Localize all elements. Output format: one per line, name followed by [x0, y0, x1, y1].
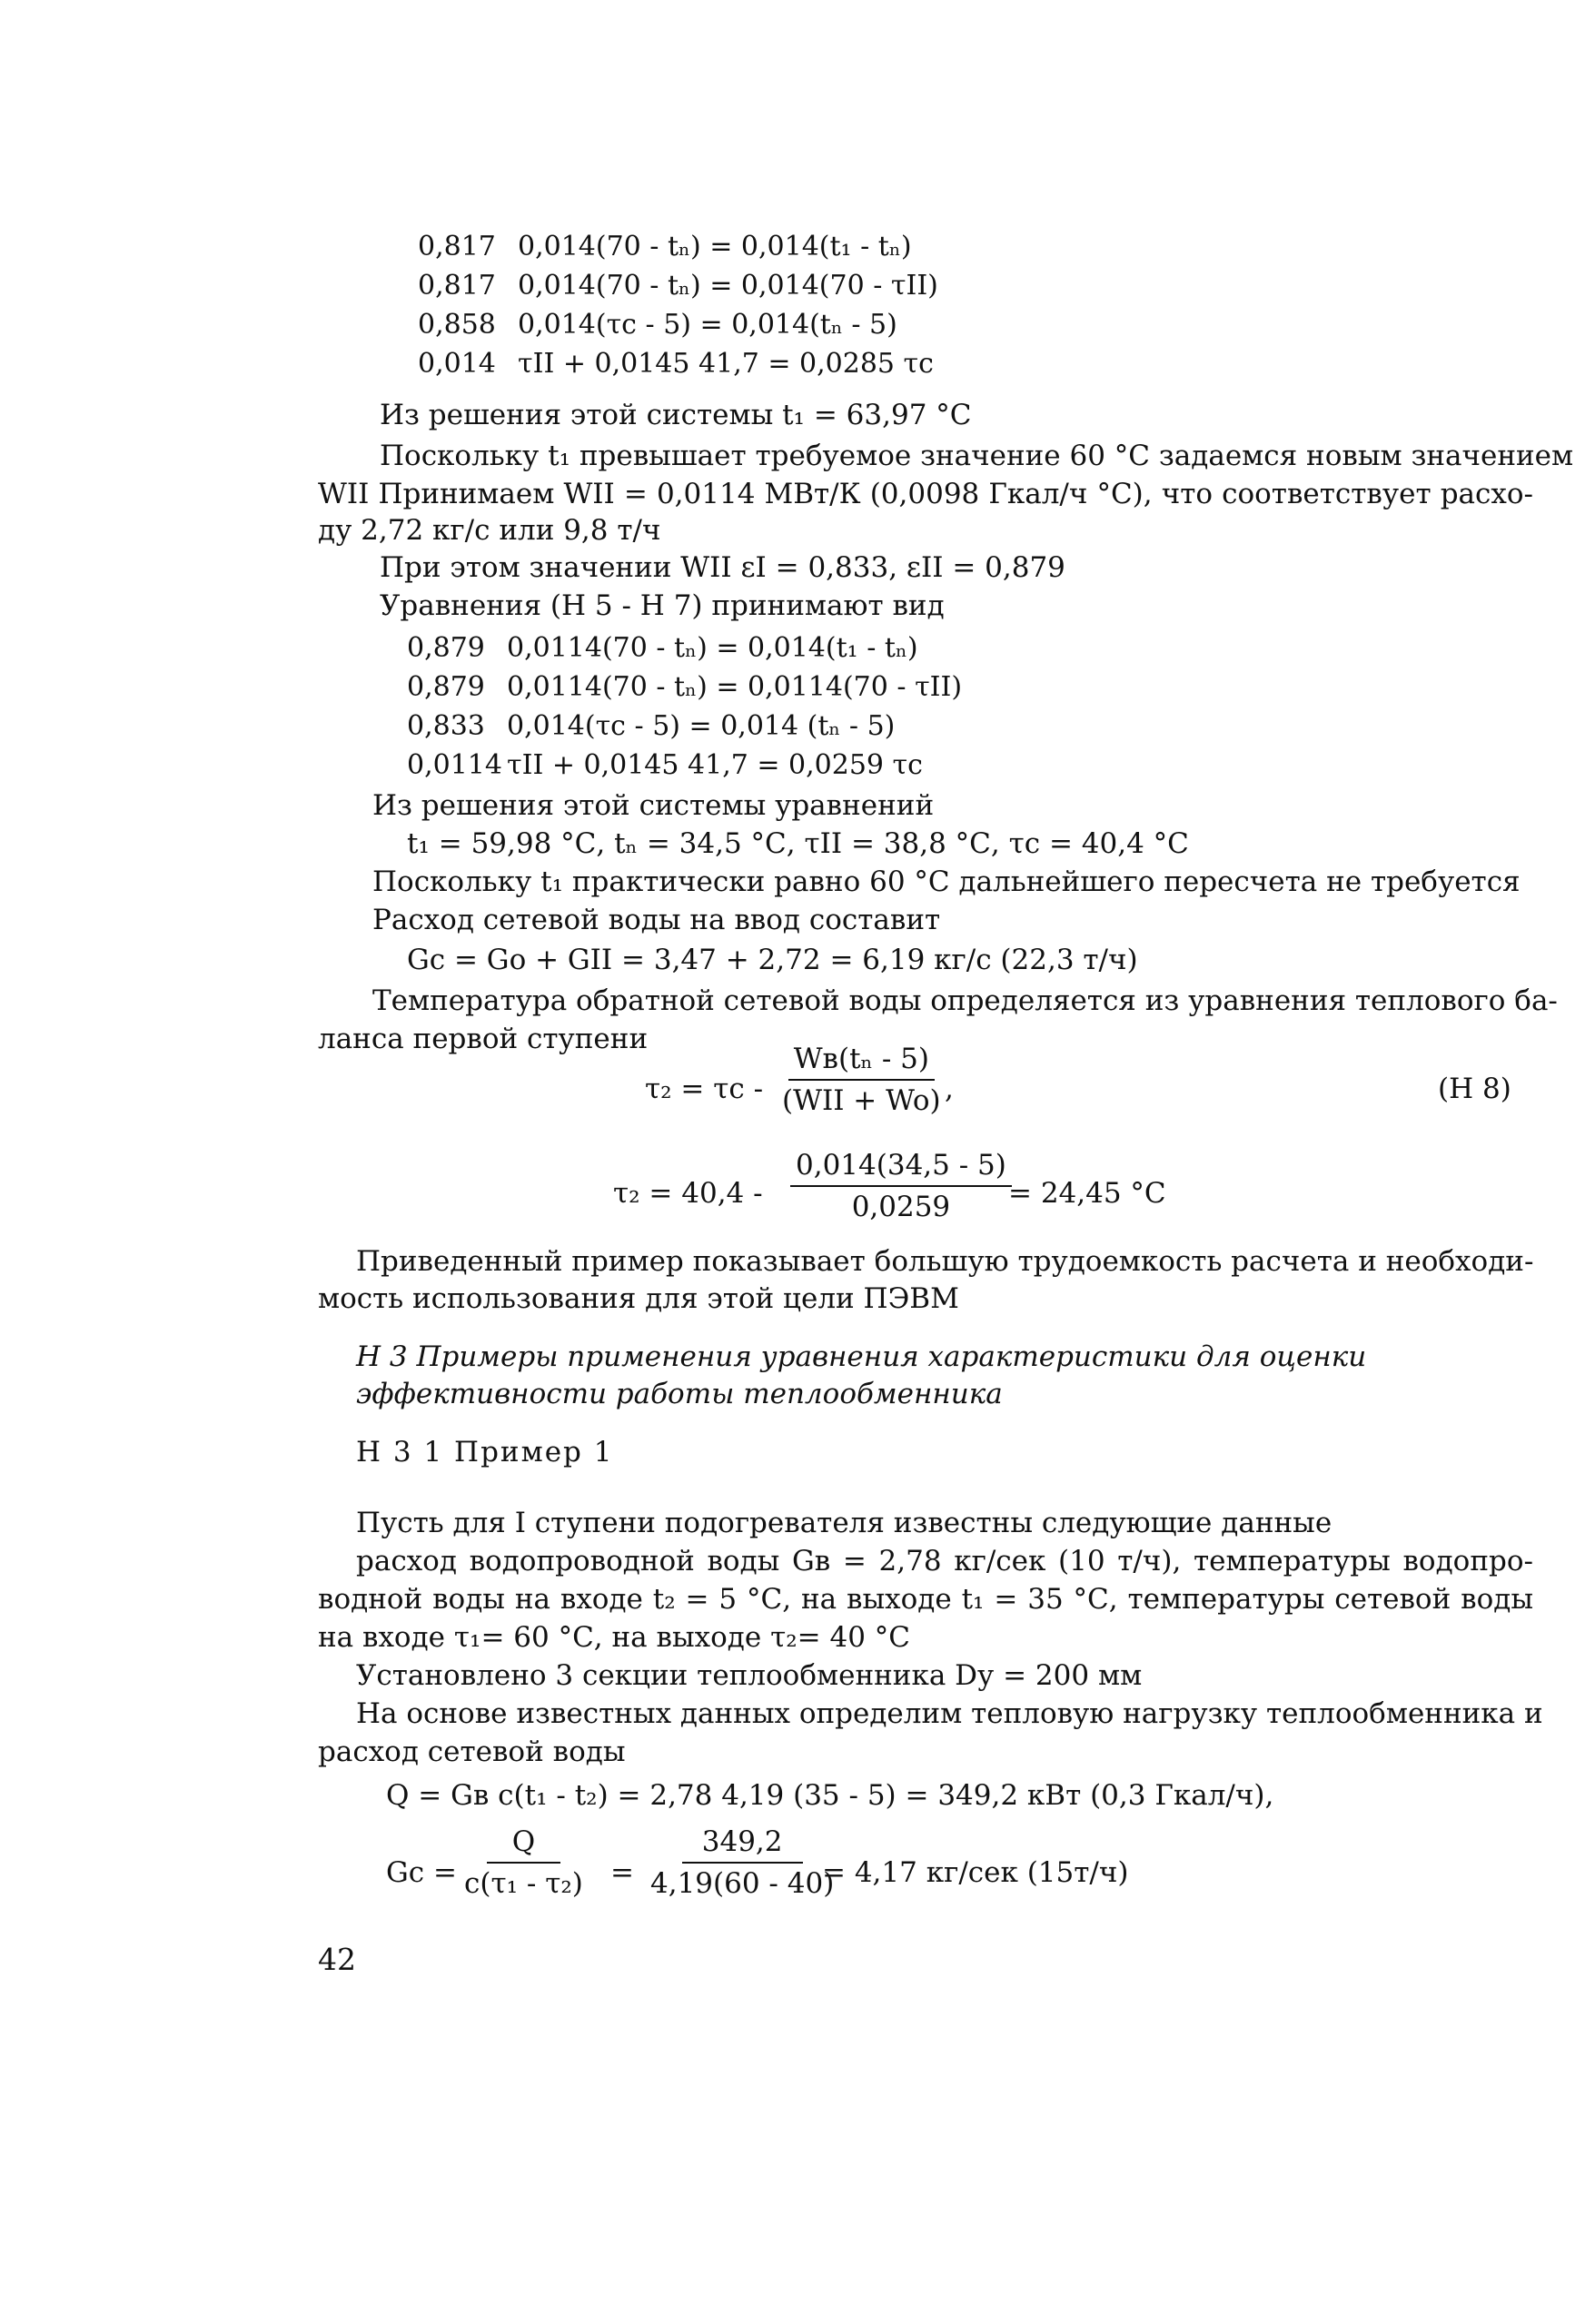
h8-lhs: τ₂ = τc -: [645, 1073, 764, 1105]
gc-numerator-1: Q: [487, 1825, 560, 1864]
system2-row: 0,879 0,0114(70 - tₙ) = 0,014(t₁ - tₙ): [407, 632, 918, 664]
t2-denominator: 0,0259: [851, 1191, 951, 1223]
let-line: Пусть для I ступени подогревателя известны следующие данные: [356, 1507, 1332, 1539]
gc-numerator-2: 349,2: [682, 1825, 803, 1864]
flow-data-line-c: на входе τ₁= 60 °С, на выходе τ₂= 40 °С: [318, 1621, 910, 1654]
page-number: 42: [318, 1942, 356, 1977]
solution-line-2: Из решения этой системы уравнений: [372, 789, 935, 822]
system2-row: 0,879 0,0114(70 - tₙ) = 0,0114(70 - τII): [407, 671, 963, 703]
heading-h31: Н 3 1 Пример 1: [356, 1436, 614, 1469]
system1-row: 0,817 0,014(70 - tₙ) = 0,014(t₁ - tₙ): [418, 231, 912, 262]
return-line-a: Температура обратной сетевой воды определяется из уравнения теплового ба-: [372, 984, 1558, 1017]
gc-denominator-1: c(τ₁ - τ₂): [464, 1867, 583, 1900]
h8-comma: ,: [945, 1073, 954, 1105]
example-line-b: мость использования для этой цели ПЭВМ: [318, 1282, 959, 1315]
flow-line: Расход сетевой воды на ввод составит: [372, 904, 941, 936]
based-line-b: расход сетевой воды: [318, 1736, 626, 1768]
since-line-c: ду 2,72 кг/с или 9,8 т/ч: [318, 514, 661, 547]
h8-numerator: Wв(tₙ - 5): [788, 1043, 935, 1081]
example-line-a: Приведенный пример показывает большую трудоемкость расчета и необходи-: [356, 1245, 1534, 1278]
based-line-a: На основе известных данных определим тепловую нагрузку теплообменника и: [356, 1697, 1543, 1730]
gc-equation: Gc = Go + GII = 3,47 + 2,72 = 6,19 кг/с (22,3 т/ч): [407, 944, 1138, 976]
t2-lhs: τ₂ = 40,4 -: [613, 1177, 763, 1210]
system2-row: 0,0114 τII + 0,0145 41,7 = 0,0259 τc: [407, 749, 923, 781]
sections-line: Установлено 3 секции теплообменника Dу = 200 мм: [356, 1659, 1143, 1692]
heading-h3-line-a: Н 3 Примеры применения уравнения характеристики для оценки: [356, 1340, 1367, 1373]
solution-line-1: Из решения этой системы t₁ = 63,97 °С: [380, 399, 972, 431]
system1-row: 0,014 τII + 0,0145 41,7 = 0,0285 τc: [418, 348, 934, 380]
h8-label: (Н 8): [1438, 1073, 1511, 1105]
gc-fraction-2: [645, 1825, 839, 1900]
equations-intro: Уравнения (Н 5 - Н 7) принимают вид: [380, 589, 945, 622]
gc-equals: =: [610, 1856, 634, 1889]
system2-row: 0,833 0,014(τc - 5) = 0,014 (tₙ - 5): [407, 710, 896, 742]
since-line-2: Поскольку t₁ практически равно 60 °С дальнейшего пересчета не требуется: [372, 865, 1521, 898]
gc-rhs: = 4,17 кг/сек (15т/ч): [822, 1856, 1129, 1889]
flow-data-line-b: водной воды на входе t₂ = 5 °С, на выходе t₁ = 35 °С, температуры сетевой воды: [318, 1583, 1533, 1616]
t2-rhs: = 24,45 °С: [1008, 1177, 1166, 1210]
heading-h3-line-b: эффективности работы теплообменника: [356, 1378, 1003, 1410]
h8-denominator: (WII + Wo): [782, 1084, 941, 1117]
gc-fraction-1: [459, 1825, 589, 1900]
results-line-2: t₁ = 59,98 °С, tₙ = 34,5 °С, τII = 38,8 °С, τc = 40,4 °С: [407, 827, 1189, 860]
system1-row: 0,817 0,014(70 - tₙ) = 0,014(70 - τII): [418, 270, 938, 302]
system1-row: 0,858 0,014(τc - 5) = 0,014(tₙ - 5): [418, 309, 897, 341]
gc-denominator-2: 4,19(60 - 40): [650, 1867, 835, 1900]
t2-numerator: 0,014(34,5 - 5): [790, 1149, 1012, 1187]
flow-data-line-a: расход водопроводной воды Gв = 2,78 кг/сек (10 т/ч), температуры водопро-: [356, 1545, 1533, 1577]
value-line: При этом значении WII εI = 0,833, εII = 0,879: [380, 551, 1065, 584]
gc-lhs: Gc =: [386, 1856, 457, 1889]
h8-fraction: [777, 1043, 946, 1117]
return-line-b: ланса первой ступени: [318, 1023, 649, 1055]
since-line-a: Поскольку t₁ превышает требуемое значение 60 °С задаемся новым значением: [380, 440, 1574, 472]
since-line-b: WII Принимаем WII = 0,0114 МВт/К (0,0098 Гкал/ч °С), что соответствует расхо-: [318, 478, 1533, 510]
q-equation: Q = Gв c(t₁ - t₂) = 2,78 4,19 (35 - 5) = 349,2 кВт (0,3 Гкал/ч),: [386, 1779, 1274, 1812]
t2-fraction: [790, 1149, 1012, 1223]
